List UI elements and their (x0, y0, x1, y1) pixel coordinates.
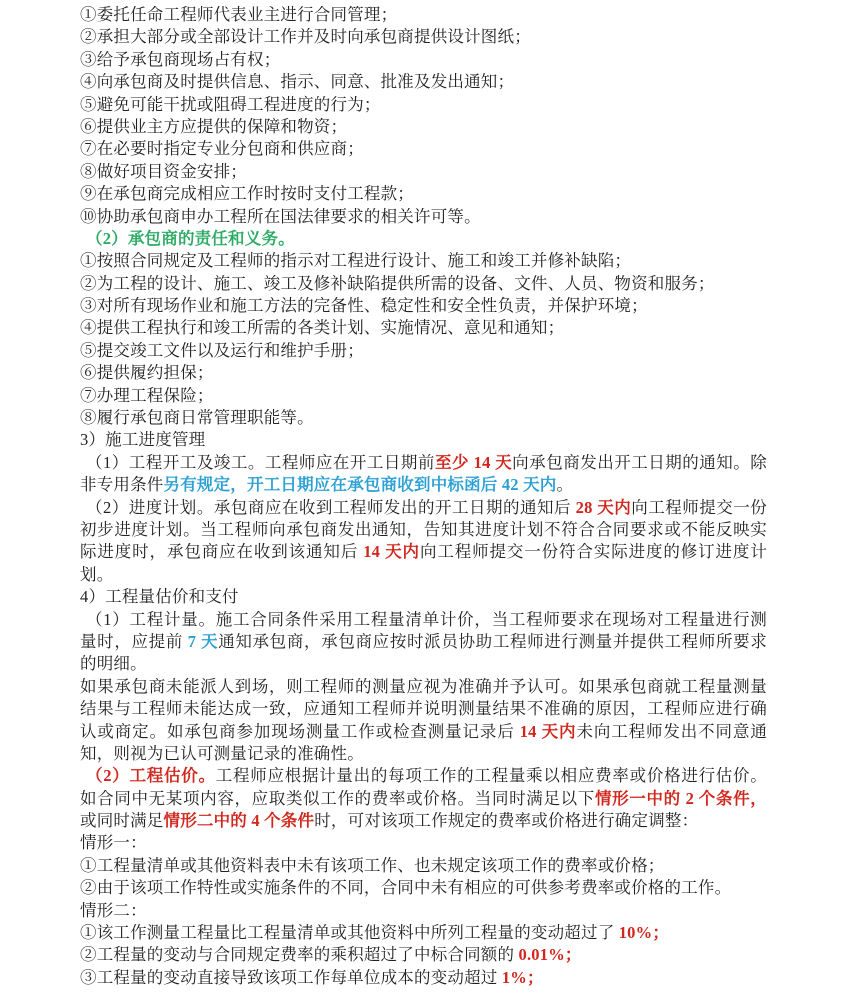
text-run: ②由于该项工作特性或实施条件的不同，合同中未有相应的可供参考费率或价格的工作。 (80, 878, 732, 898)
text-line (80, 385, 767, 407)
text-run: 际进度时，承包商应在收到该通知后 (80, 542, 364, 562)
text-run: ④提供工程执行和竣工所需的各类计划、实施情况、意见和通知； (80, 318, 565, 338)
text-run: ②为工程的设计、施工、竣工及修补缺陷提供所需的设备、文件、人员、物资和服务； (80, 273, 715, 293)
text-line (80, 586, 767, 608)
text-line (80, 810, 767, 832)
text-run: 的明细。 (80, 654, 147, 674)
text-run: （2）进度计划。承包商应在收到工程师发出的开工日期的通知后 (86, 497, 576, 517)
text-line (80, 94, 767, 116)
text-line (80, 452, 767, 474)
text-line (80, 228, 767, 250)
document-body (80, 4, 767, 989)
text-run: ⑥提供业主方应提供的保障和物资； (80, 116, 348, 136)
text-line (80, 362, 767, 384)
text-run: ①委托任命工程师代表业主进行合同管理； (80, 5, 398, 24)
text-run: 非专用条件 (80, 475, 164, 495)
text-run: ③工程量的变动直接导致该项工作每单位成本的变动超过 (80, 967, 502, 987)
text-line (80, 967, 767, 989)
text-run: ⑩协助承包商申办工程所在国法律要求的相关许可等。 (80, 206, 481, 226)
text-run: 向承包商发出开工日期的通知。除 (512, 452, 768, 472)
text-run: ①按照合同规定及工程师的指示对工程进行设计、施工和竣工并修补缺陷； (80, 251, 632, 271)
highlight-green-text: （2）承包商的责任和义务。 (86, 228, 295, 248)
text-line (80, 721, 767, 743)
text-line (80, 631, 767, 653)
text-run: 未向工程师发出不同意通 (576, 721, 768, 741)
text-run: ⑤避免可能干扰或阻碍工程进度的行为； (80, 94, 381, 114)
text-line (80, 317, 767, 339)
highlight-red-text: 情形二中的 4 个条件 (163, 811, 315, 831)
text-run: ②承担大部分或全部设计工作并及时向承包商提供设计图纸； (80, 27, 531, 47)
text-line (80, 161, 767, 183)
text-line (80, 183, 767, 205)
text-run: 如合同中无某项内容，应取类似工作的费率或价格。当同时满足以下 (80, 788, 595, 808)
text-line (80, 474, 767, 496)
text-run: 或同时满足 (80, 811, 164, 831)
text-line (80, 653, 767, 675)
text-line (80, 49, 767, 71)
highlight-red-text: 10%； (618, 923, 670, 943)
text-line (80, 832, 767, 854)
text-line (80, 676, 767, 698)
text-run: 4）工程量估价和支付 (80, 587, 239, 607)
text-run: 初步进度计划。当工程师向承包商发出通知，告知其进度计划不符合合同要求或不能反映实 (80, 519, 767, 539)
highlight-red-text: 28 天内 (575, 497, 632, 517)
text-line (80, 407, 767, 429)
text-run: ⑦办理工程保险； (80, 385, 214, 405)
text-run: ⑤提交竣工文件以及运行和维护手册； (80, 340, 364, 360)
text-line (80, 900, 767, 922)
text-line (80, 250, 767, 272)
text-run: ②工程量的变动与合同规定费率的乘积超过了中标合同额的 (80, 945, 519, 965)
text-line (80, 206, 767, 228)
highlight-red-text: 1%； (501, 967, 544, 987)
text-run: ⑧做好项目资金安排； (80, 161, 247, 181)
text-run: （1）工程开工及竣工。工程师应在开工日期前 (86, 452, 435, 472)
text-run: ⑧履行承包商日常管理职能等。 (80, 408, 314, 428)
text-run: 情形一： (80, 833, 147, 853)
text-line (80, 519, 767, 541)
highlight-red-text: 至少 14 天 (434, 452, 513, 472)
text-run: 划。 (80, 564, 114, 584)
text-line (80, 564, 767, 586)
text-line (80, 609, 767, 631)
highlight-red-text: 14 天内 (363, 542, 420, 562)
text-run: 量时，应提前 (80, 631, 188, 651)
text-run: ⑨在承包商完成相应工作时按时支付工程款； (80, 184, 414, 204)
text-line (80, 743, 767, 765)
text-line (80, 340, 767, 362)
text-run: ①该工作测量工程量比工程量清单或其他资料中所列工程量的变动超过了 (80, 923, 619, 943)
text-run: ①工程量清单或其他资料表中未有该项工作、也未规定该项工作的费率或价格； (80, 855, 665, 875)
highlight-blue-text: 7 天 (187, 631, 219, 651)
text-run: 工程师应根据计量出的每项工作的工程量乘以相应费率或价格进行估价。 (215, 766, 767, 786)
text-run: 向工程师提交一份 (631, 497, 768, 517)
text-line (80, 429, 767, 451)
text-run: 认或商定。如承包商参加现场测量工作或检查测量记录后 (80, 721, 520, 741)
text-run: 结果与工程师未能达成一致，应通知工程师并说明测量结果不准确的原因，工程师应进行确 (80, 699, 767, 719)
text-run: 3）施工进度管理 (80, 430, 206, 450)
text-line (80, 788, 767, 810)
highlight-blue-text: 另有规定，开工日期应在承包商收到中标函后 42 天内 (163, 475, 557, 495)
text-line (80, 497, 767, 519)
text-line (80, 295, 767, 317)
text-run: ⑦在必要时指定专业分包商和供应商； (80, 139, 364, 159)
text-run: 情形二： (80, 900, 147, 920)
text-run: ④向承包商及时提供信息、指示、同意、批准及发出通知； (80, 72, 515, 92)
highlight-red-text: 情形一中的 2 个条件， (594, 788, 768, 808)
text-line (80, 273, 767, 295)
text-run: 知，则视为已认可测量记录的准确性。 (80, 743, 364, 763)
text-line (80, 765, 767, 787)
text-line (80, 877, 767, 899)
text-run: 如果承包商未能派人到场，则工程师的测量应视为准确并予认可。如果承包商就工程量测量 (80, 676, 767, 696)
highlight-red-text: 0.01%； (518, 945, 582, 965)
text-run: 时，可对该项工作规定的费率或价格进行确定调整： (314, 811, 699, 831)
text-line (80, 4, 767, 26)
text-line (80, 71, 767, 93)
text-run: 通知承包商，承包商应按时派员协助工程师进行测量并提供工程师所要求 (218, 631, 767, 651)
highlight-red-text: 14 天内 (519, 721, 577, 741)
highlight-red-text: （2）工程估价。 (86, 766, 216, 786)
text-line (80, 855, 767, 877)
text-line (80, 116, 767, 138)
text-line (80, 138, 767, 160)
text-run: ③对所有现场作业和施工方法的完备性、稳定性和安全性负责，并保护环境； (80, 296, 648, 316)
text-line (80, 698, 767, 720)
text-run: ⑥提供履约担保； (80, 363, 214, 383)
text-run: ③给予承包商现场占有权； (80, 49, 281, 69)
text-line (80, 541, 767, 563)
text-line (80, 26, 767, 48)
text-line (80, 944, 767, 966)
text-run: （1）工程计量。施工合同条件采用工程量清单计价，当工程师要求在现场对工程量进行测 (86, 609, 767, 629)
text-run: 。 (556, 475, 574, 495)
text-run: 向工程师提交一份符合实际进度的修订进度计 (419, 542, 768, 562)
text-line (80, 922, 767, 944)
